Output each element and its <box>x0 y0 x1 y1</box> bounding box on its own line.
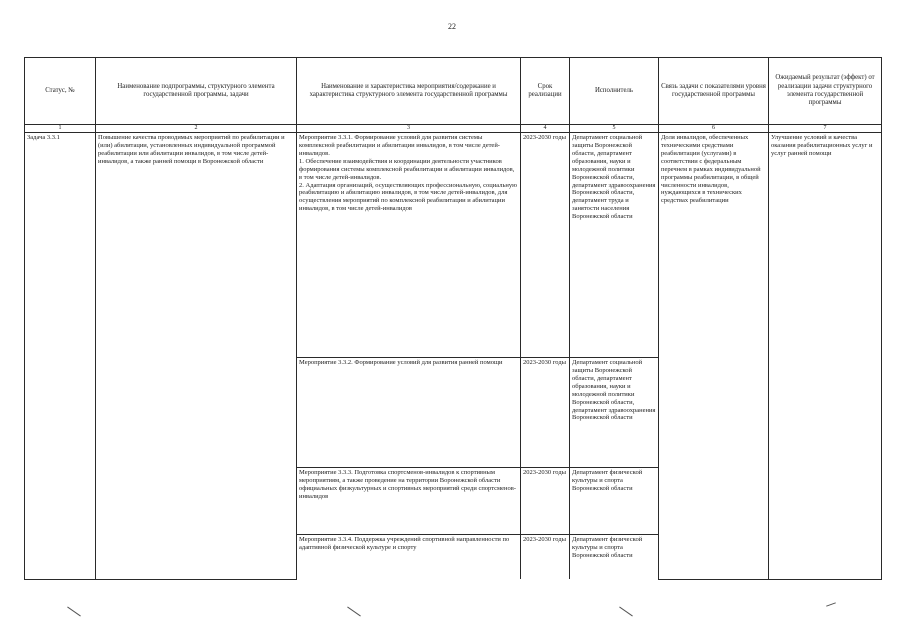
scan-artifact <box>826 602 836 606</box>
header-measure: Наименование и характеристика мероприятия/содержание и характеристика структурного элемента государственной программы <box>297 58 521 125</box>
measure-2-executor: Департамент социальной защиты Воронежской области, департамент образования, науки и молодежной политики Воронежской области, департамент здравоохранения Воронежской области <box>570 358 659 468</box>
column-number: 7 <box>769 125 882 133</box>
measure-4-executor: Департамент физической культуры и спорта Воронежской области <box>570 535 659 580</box>
measure-3-executor: Департамент физической культуры и спорта Воронежской области <box>570 468 659 535</box>
task-result-cell: Улучшение условий и качества оказания реабилитационных услуг и услуг ранней помощи <box>769 133 882 580</box>
column-number: 1 <box>25 125 96 133</box>
measure-1-line: Мероприятие 3.3.1. Формирование условий для развития системы комплексной реабилитации и абилитации инвалидов, в том числе детей-инвалидов. <box>299 134 500 157</box>
scan-artifact <box>67 607 81 617</box>
task-name-cell: Повышение качества проводимых мероприятий по реабилитации и (или) абилитации, установленных индивидуальной программой реабилитации или абилитации инвалидов, в том числе детей-инвалидов, а также ранней помощи в Воронежской области <box>96 133 297 580</box>
page-number: 22 <box>448 22 456 31</box>
measure-1-cell <box>297 133 521 358</box>
measure-2-cell: Мероприятие 3.3.2. Формирование условий для развития ранней помощи <box>297 358 521 468</box>
scan-artifact <box>347 607 361 617</box>
measure-4-period: 2023-2030 годы <box>521 535 570 580</box>
measure-3-period: 2023-2030 годы <box>521 468 570 535</box>
header-period: Срок реализации <box>521 58 570 125</box>
column-number: 6 <box>659 125 769 133</box>
measure-3-cell: Мероприятие 3.3.3. Подготовка спортсменов-инвалидов к спортивным мероприятиям, а также проведение на территории Воронежской области официальных физкультурных и спортивных мероприятий среди спортсменов-инвалидов <box>297 468 521 535</box>
column-number: 4 <box>521 125 570 133</box>
measure-1-period: 2023-2030 годы <box>521 133 570 358</box>
measure-4-cell: Мероприятие 3.3.4. Поддержка учреждений спортивной направленности по адаптивной физической культуре и спорту <box>297 535 521 580</box>
measure-2-period: 2023-2030 годы <box>521 358 570 468</box>
program-table <box>24 57 882 580</box>
scan-artifact <box>619 607 633 617</box>
header-indicator: Связь задачи с показателями уровня государственной программы <box>659 58 769 125</box>
column-number: 5 <box>570 125 659 133</box>
column-number: 3 <box>297 125 521 133</box>
task-status-cell: Задача 3.3.1 <box>25 133 96 580</box>
column-number: 2 <box>96 125 297 133</box>
measure-1-line: 2. Адаптация организаций, осуществляющих профессиональную, социальную реабилитацию и абилитацию инвалидов, в том числе детей-инвалидов, для осуществления мероприятий по комплексной реабилитации и абилитации инвалидов, в том числе детей-инвалидов <box>299 181 517 213</box>
table-row <box>25 133 882 358</box>
measure-1-line: 1. Обеспечение взаимодействия и координации деятельности участников формирования системы комплексной реабилитации и абилитации инвалидов, в том числе детей-инвалидов. <box>299 157 515 181</box>
header-status: Статус, № <box>25 58 96 125</box>
task-indicator-cell: Доля инвалидов, обеспеченных техническими средствами реабилитации (услугами) в соответствии с федеральным перечнем в рамках индивидуальной программы реабилитации, в общей численности инвалидов, нуждающихся в технических средствах реабилитации <box>659 133 769 580</box>
header-row <box>25 58 882 125</box>
column-number-row <box>25 125 882 133</box>
measure-1-executor: Департамент социальной защиты Воронежской области, департамент образования, науки и молодежной политики Воронежской области, департамент здравоохранения Воронежской области, департамент труда и занятости населения Воронежской области <box>570 133 659 358</box>
header-name: Наименование подпрограммы, структурного элемента государственной программы, задачи <box>96 58 297 125</box>
header-executor: Исполнитель <box>570 58 659 125</box>
header-result: Ожидаемый результат (эффект) от реализации задачи структурного элемента государственной программы <box>769 58 882 125</box>
